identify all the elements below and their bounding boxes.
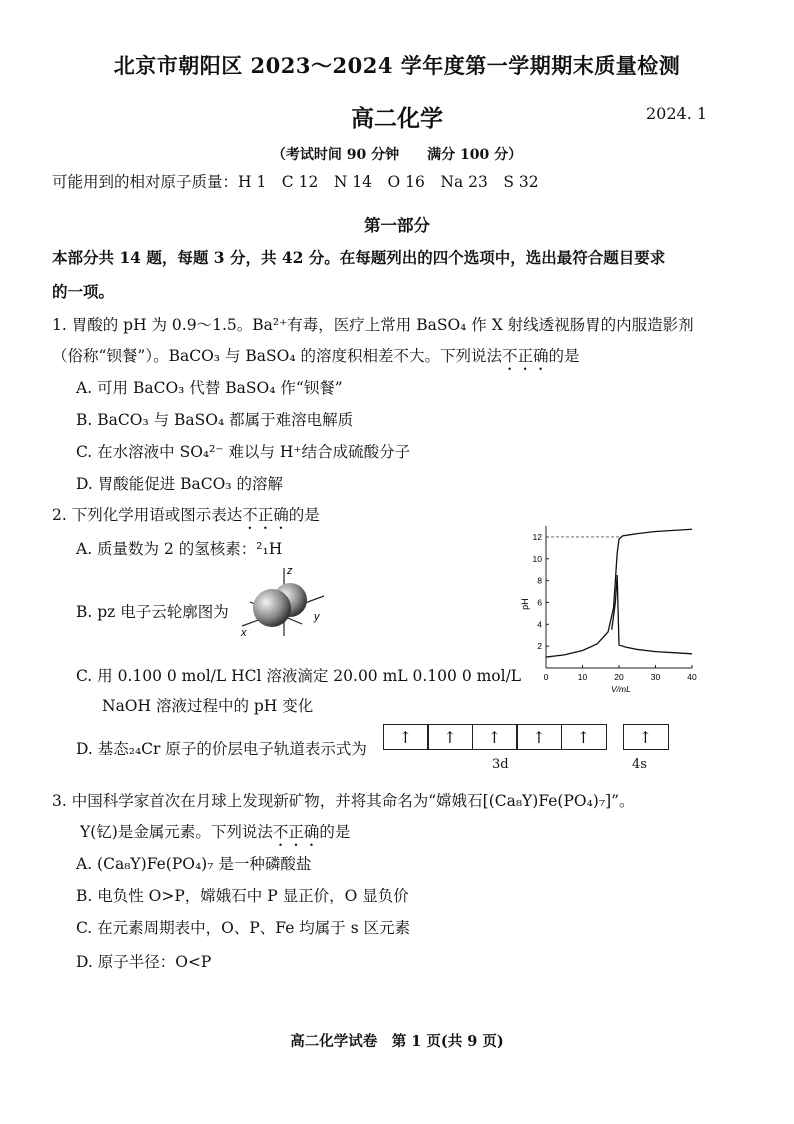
- q1-option-c: C. 在水溶液中 SO₄²⁻ 难以与 H⁺结合成硫酸分子: [76, 443, 411, 461]
- chart-x-tick-label: 10: [577, 672, 588, 682]
- q2-option-d: D. 基态₂₄Cr 原子的价层电子轨道表示式为: [76, 740, 367, 758]
- section-title: 第一部分: [364, 216, 430, 235]
- orbital-box-3d-5: ↑: [561, 724, 607, 750]
- z-axis-label: z: [287, 565, 293, 577]
- q1-stem-line1: 1. 胃酸的 pH 为 0.9～1.5。Ba²⁺有毒，医疗上常用 BaSO₄ 作 X 射线透视肠胃的内服造影剂: [52, 316, 694, 334]
- pz-orbital-figure: [232, 562, 332, 642]
- orbital-box-4s: ↑: [623, 724, 669, 750]
- chart-y-label: pH: [520, 598, 530, 610]
- section-instruction-1: 本部分共 14 题，每题 3 分，共 42 分。在每题列出的四个选项中，选出最符合题目要求: [52, 248, 666, 267]
- page-footer: 高二化学试卷 第 1 页(共 9 页): [290, 1033, 504, 1050]
- q1-option-d: D. 胃酸能促进 BaCO₃ 的溶解: [76, 475, 283, 493]
- q3-stem-line1: 3. 中国科学家首次在月球上发现新矿物，并将其命名为“嫦娥石[(Ca₈Y)Fe(PO₄)₇]”。: [52, 792, 635, 810]
- chart-y-tick-label: 8: [537, 575, 542, 586]
- atomic-masses: 可能用到的相对原子质量：H 1 C 12 N 14 O 16 Na 23 S 32: [52, 173, 539, 191]
- orbital-diagram: [384, 724, 669, 750]
- q2-stem: 2. 下列化学用语或图示表达不正确的是: [52, 506, 320, 524]
- chart-y-tick-label: 4: [537, 619, 542, 630]
- chart-series-line-2: [612, 575, 692, 654]
- q3-option-b: B. 电负性 O>P，嫦娥石中 P 显正价，O 显负价: [76, 887, 409, 905]
- time-note: （考试时间 90 分钟 满分 100 分）: [271, 147, 523, 163]
- q3-option-a: A. (Ca₈Y)Fe(PO₄)₇ 是一种磷酸盐: [76, 855, 312, 873]
- q1-emphasis: 不正确: [501, 347, 549, 365]
- q2-option-a: A. 质量数为 2 的氢核素：²₁H: [76, 540, 283, 558]
- orbital-box-3d-4: ↑: [516, 724, 562, 750]
- chart-y-tick-label: 6: [537, 597, 542, 608]
- orbital-lobe-front: [253, 589, 291, 627]
- y-axis-label: y: [314, 611, 320, 623]
- q3-option-d: D. 原子半径：O<P: [76, 953, 212, 971]
- chart-y-tick-label: 12: [532, 531, 542, 542]
- chart-y-tick-label: 2: [537, 641, 542, 652]
- q3-stem-line2: Y(钇)是金属元素。下列说法不正确的是: [80, 823, 351, 841]
- chart-x-tick-label: 20: [614, 672, 624, 682]
- chart-x-tick-label: 0: [543, 672, 549, 682]
- chart-x-tick-label: 40: [687, 672, 697, 682]
- q1-option-b: B. BaCO₃ 与 BaSO₄ 都属于难溶电解质: [76, 411, 354, 429]
- chart-x-tick-label: 30: [650, 672, 661, 682]
- q2-option-b: B. pz 电子云轮廓图为: [76, 603, 229, 621]
- q2-option-c-line1: C. 用 0.100 0 mol/L HCl 溶液滴定 20.00 mL 0.100 0 mol/L: [76, 667, 522, 685]
- orbital-box-3d-1: ↑: [383, 724, 429, 750]
- q1-option-a: A. 可用 BaCO₃ 代替 BaSO₄ 作“钡餐”: [76, 379, 343, 397]
- chart-x-label: V/mL: [611, 684, 631, 694]
- q2-emphasis: 不正确: [242, 506, 289, 524]
- exam-title: 北京市朝阳区 2023～2024 学年度第一学期期末质量检测: [113, 53, 681, 78]
- orbital-label-4s: 4s: [632, 757, 647, 772]
- subject-title: 高二化学: [351, 105, 443, 132]
- titration-chart: [516, 516, 712, 706]
- orbital-box-3d-3: ↑: [472, 724, 518, 750]
- orbital-label-3d: 3d: [492, 757, 509, 772]
- exam-date: 2024. 1: [646, 104, 708, 123]
- q3-option-c: C. 在元素周期表中，O、P、Fe 均属于 s 区元素: [76, 919, 411, 937]
- chart-y-tick-label: 10: [532, 553, 542, 564]
- section-instruction-2: 的一项。: [52, 282, 115, 301]
- q2-option-c-line2: NaOH 溶液过程中的 pH 变化: [102, 697, 314, 715]
- orbital-box-3d-2: ↑: [427, 724, 473, 750]
- q1-stem-line2: （俗称“钡餐”）。BaCO₃ 与 BaSO₄ 的溶度积相差不大。下列说法不正确的是: [52, 347, 580, 365]
- q3-emphasis: 不正确: [272, 823, 320, 841]
- x-axis-label: x: [241, 627, 247, 639]
